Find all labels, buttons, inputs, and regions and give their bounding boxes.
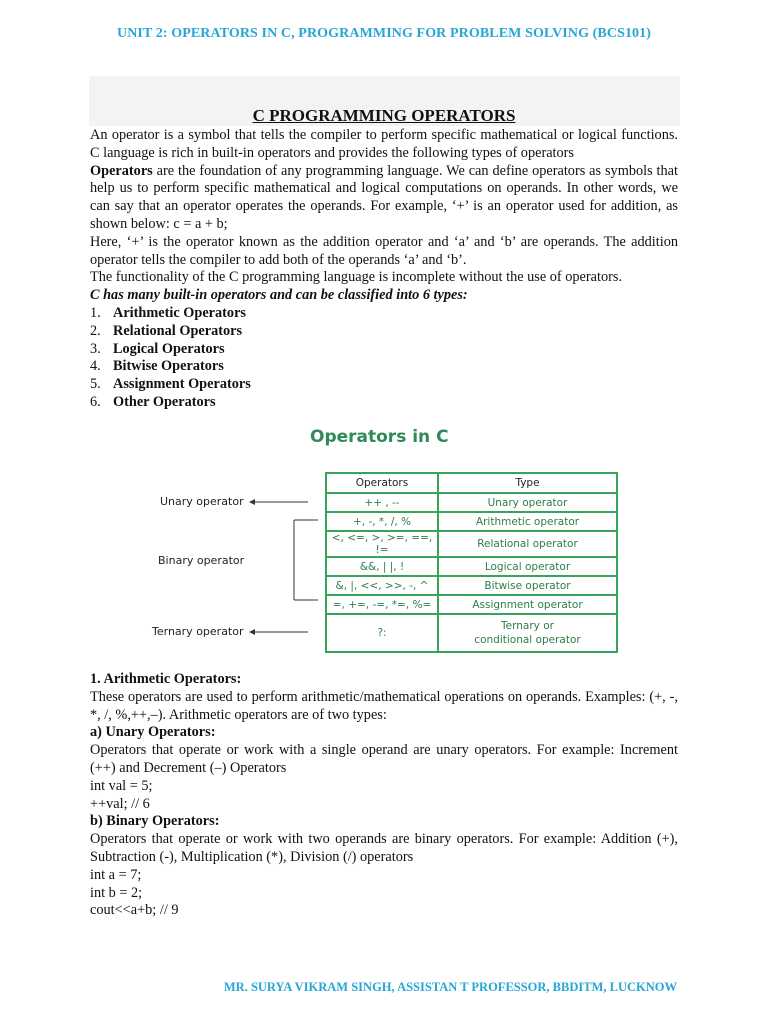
operator-types-list: [90, 305, 678, 412]
table-row: &&, | |, ! Logical operator: [326, 557, 617, 576]
intro-paragraph-1: An operator is a symbol that tells the compiler to perform specific mathematical or logical functions. C language is rich in built-in operators and provides the following types of operators: [90, 127, 678, 161]
table-row: =, +=, -=, *=, %= Assignment operator: [326, 595, 617, 614]
list-item: 6. Other Operators: [90, 393, 216, 410]
binary-paragraph: Operators that operate or work with two operands are binary operators. For example: Addition (+), Subtraction (-), Multiplication (*), Division (/) operators: [90, 831, 678, 865]
code-line: cout<<a+b; // 9: [90, 902, 179, 919]
list-item: 2. Relational Operators: [90, 322, 243, 339]
page-footer: MR. SURYA VIKRAM SINGH, ASSISTAN T PROFESSOR, BBDITM, LUCKNOW: [223, 980, 677, 994]
list-item: 4. Bitwise Operators: [90, 358, 224, 375]
arithmetic-heading: 1. Arithmetic Operators:: [90, 671, 242, 687]
arithmetic-paragraph: These operators are used to perform arithmetic/mathematical operations on operands. Examples: (+, -, *, /, %,++,–). Arithmetic operators are of two types:: [90, 688, 678, 723]
list-item: 5. Assignment Operators: [90, 376, 251, 393]
intro-paragraph-3: Here, ‘+’ is the operator known as the addition operator and ‘a’ and ‘b’ are operands. The addition operator tells the compiler to add both of the operands ‘a’ and ‘b’.: [90, 233, 678, 268]
column-header-operators: Operators: [326, 473, 438, 493]
figure-title: Operators in C: [310, 427, 449, 447]
binary-operator-label: Binary operator: [158, 554, 245, 567]
table-row: &, |, <<, >>, -, ^ Bitwise operator: [326, 576, 617, 595]
unary-operator-label: Unary operator: [160, 495, 244, 508]
ternary-operator-label: Ternary operator: [152, 625, 244, 638]
code-line: int a = 7;: [90, 866, 142, 883]
column-header-type: Type: [438, 473, 617, 493]
intro-paragraph-2: [90, 163, 678, 234]
code-line: ++val; // 6: [90, 795, 150, 812]
list-item: 3. Logical Operators: [90, 340, 225, 357]
intro-section: [90, 127, 678, 412]
connector-lines: [148, 425, 328, 660]
intro-paragraph-2-text: are the foundation of any programming language. We can define operators as symbols that help us to perform specific mathematical and logical computations on operands. In other words, we can say that an operator operates the operands. For example, ‘+’ is an operator used for addition, as shown below: c = a + b;: [90, 162, 678, 232]
unary-paragraph: Operators that operate or work with a single operand are unary operators. For example: Increment (++) and Decrement (–) Operators: [90, 742, 678, 776]
table-row: <, <=, >, >=, ==, != Relational operator: [326, 531, 617, 557]
operators-term: Operators: [90, 162, 153, 179]
table-row: +, -, *, /, % Arithmetic operator: [326, 512, 617, 531]
table-row: ?: Ternary or conditional operator: [326, 614, 617, 652]
intro-paragraph-4: The functionality of the C programming language is incomplete without the use of operators.: [90, 269, 623, 286]
binary-heading: b) Binary Operators:: [90, 813, 220, 830]
operators-table: [325, 472, 618, 653]
code-line: int b = 2;: [90, 884, 143, 901]
operators-figure: [148, 425, 628, 660]
types-lead: C has many built-in operators and can be classified into 6 types:: [90, 287, 468, 304]
unary-heading: a) Unary Operators:: [90, 724, 216, 741]
page-title: C PROGRAMMING OPERATORS: [252, 106, 516, 125]
page-header: UNIT 2: OPERATORS IN C, PROGRAMMING FOR PROBLEM SOLVING (BCS101): [116, 26, 652, 41]
table-row: ++ , -- Unary operator: [326, 493, 617, 512]
code-line: int val = 5;: [90, 777, 153, 794]
arithmetic-section: [90, 671, 678, 920]
list-item: 1. Arithmetic Operators: [90, 304, 246, 321]
